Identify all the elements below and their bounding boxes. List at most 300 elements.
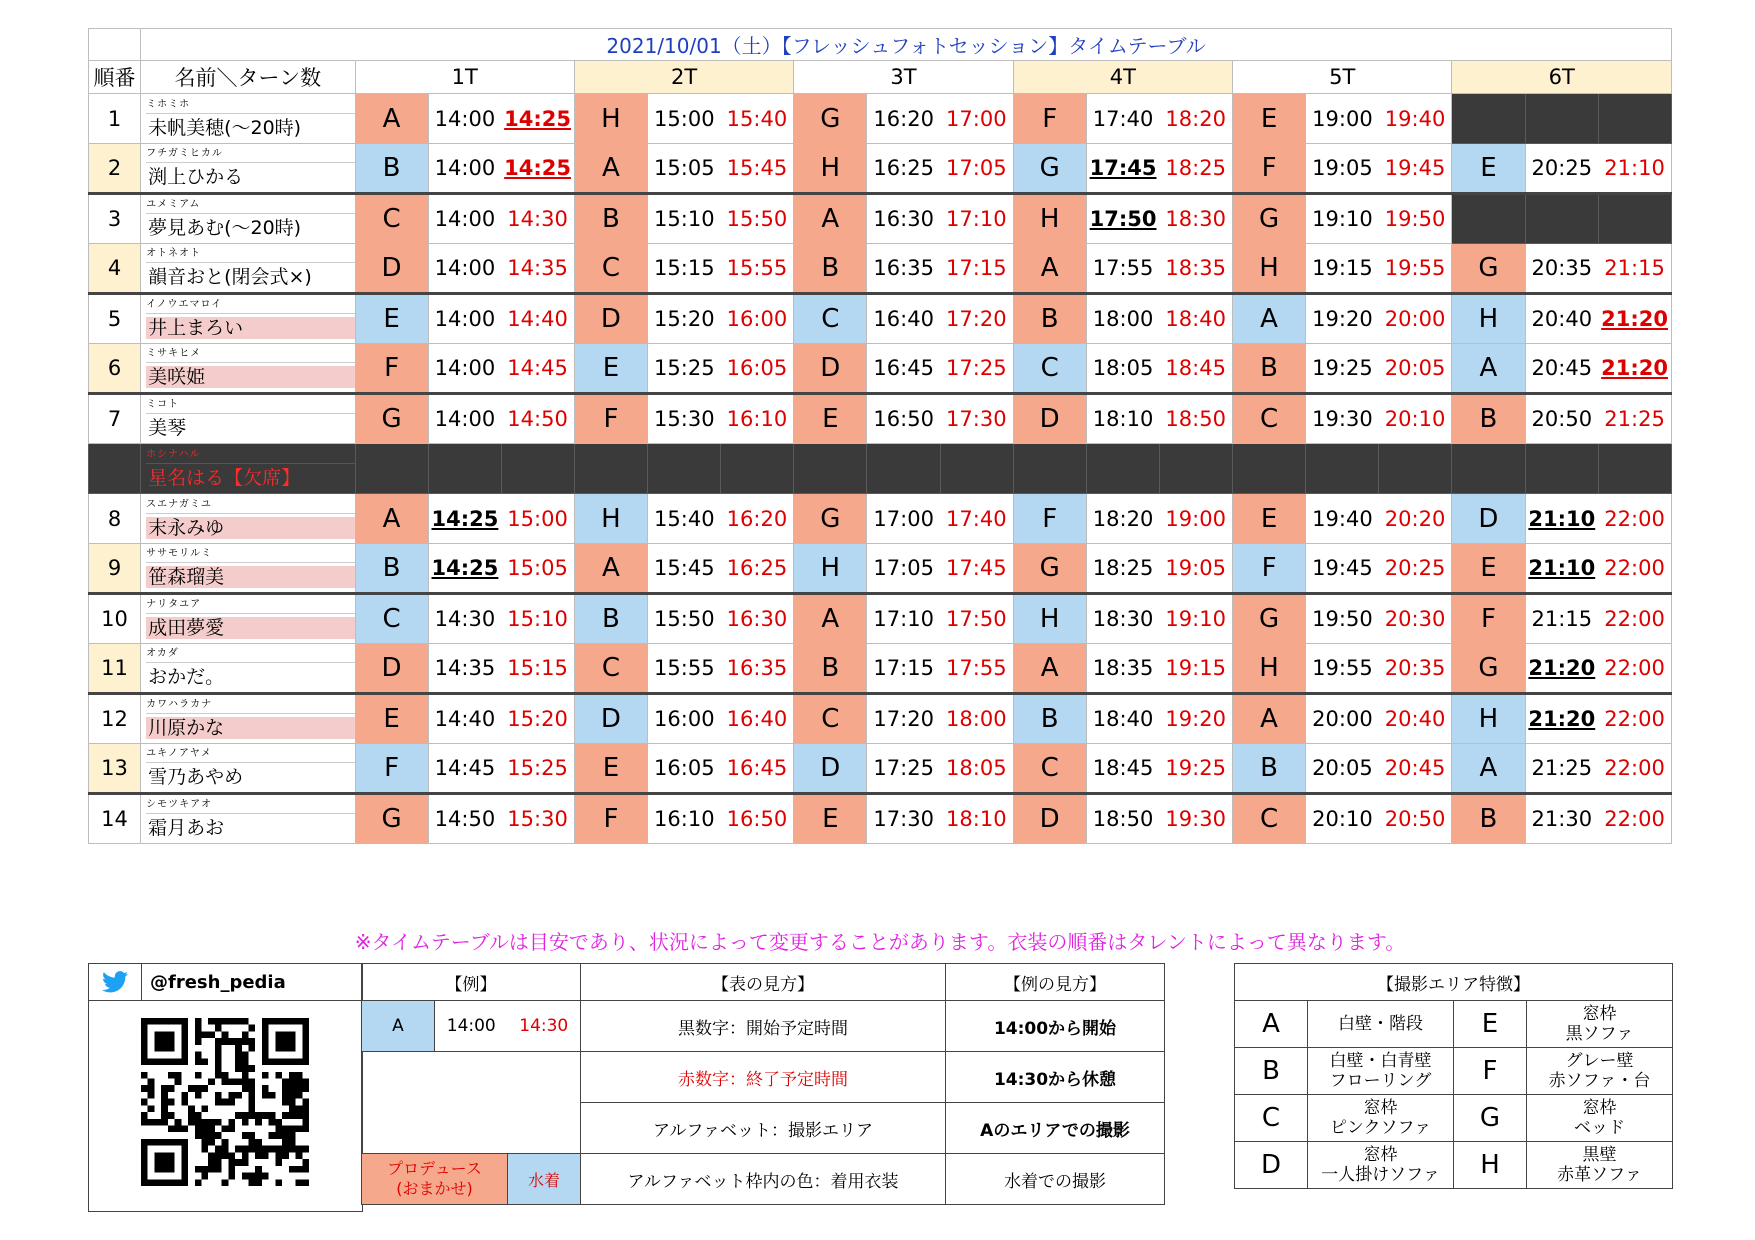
start-time: 19:25 [1306, 344, 1379, 394]
area-letter: A [1452, 344, 1525, 394]
end-time: 21:10 [1598, 144, 1671, 194]
area-letter: F [574, 394, 647, 444]
start-time: 15:15 [648, 244, 721, 294]
blocked-cell [1452, 94, 1525, 144]
area-letter: G [355, 794, 428, 844]
legend-swimsuit-swatch: 水着 [508, 1154, 581, 1205]
area-letter: D [1235, 1142, 1308, 1189]
end-time: 19:50 [1379, 194, 1452, 244]
end-time: 15:45 [721, 144, 794, 194]
area-letter: A [1233, 694, 1306, 744]
area-description-line2: 赤革ソファ [1557, 1165, 1642, 1185]
end-time: 17:05 [940, 144, 1013, 194]
start-time: 20:00 [1306, 694, 1379, 744]
performer-row [89, 244, 1672, 294]
end-time: 17:55 [940, 644, 1013, 694]
turn-header-4: 4T [1013, 61, 1232, 94]
end-time: 22:00 [1598, 644, 1671, 694]
area-letter: G [1452, 244, 1525, 294]
end-time: 19:20 [1159, 694, 1232, 744]
end-time: 14:25 [501, 144, 574, 194]
area-letter: F [355, 344, 428, 394]
area-letter: B [355, 144, 428, 194]
end-time: 20:05 [1379, 344, 1452, 394]
area-letter: A [574, 544, 647, 594]
performer-name-cell [141, 144, 355, 194]
end-time: 22:00 [1598, 694, 1671, 744]
start-time: 21:10 [1525, 544, 1598, 594]
area-description-line1: 白壁・階段 [1338, 1014, 1423, 1034]
start-time: 14:25 [428, 544, 501, 594]
end-time: 16:05 [721, 344, 794, 394]
start-time: 19:45 [1306, 544, 1379, 594]
area-description [1308, 1142, 1454, 1189]
area-letter: F [1013, 494, 1086, 544]
absent-cell [648, 444, 721, 494]
area-letter: D [1452, 494, 1525, 544]
area-letter: H [1454, 1142, 1527, 1189]
performer-name: 川原かな [146, 717, 354, 739]
legend-howto-color: アルファベット枠内の色：着用衣装 [581, 1154, 946, 1205]
order-number: 2 [89, 144, 141, 194]
end-time: 18:25 [1159, 144, 1232, 194]
area-letter: C [1233, 394, 1306, 444]
start-time: 19:40 [1306, 494, 1379, 544]
area-letter: A [355, 494, 428, 544]
start-time: 21:25 [1525, 744, 1598, 794]
area-letter: H [794, 144, 867, 194]
area-letter: G [794, 494, 867, 544]
performer-row [89, 794, 1672, 844]
area-letter: G [1013, 544, 1086, 594]
start-time: 17:30 [867, 794, 940, 844]
end-time: 19:10 [1159, 594, 1232, 644]
performer-name: 未帆美穂(～20時) [148, 116, 302, 139]
area-letter: D [1013, 794, 1086, 844]
area-letter: D [574, 294, 647, 344]
performer-row [89, 394, 1672, 444]
areas-header: 【撮影エリア特徴】 [1235, 964, 1673, 1001]
order-number: 3 [89, 194, 141, 244]
area-letter: A [1013, 644, 1086, 694]
blocked-cell [1525, 194, 1598, 244]
end-time: 21:15 [1598, 244, 1671, 294]
performer-row [89, 594, 1672, 644]
start-time: 18:20 [1086, 494, 1159, 544]
area-letter: F [1233, 144, 1306, 194]
start-time: 18:05 [1086, 344, 1159, 394]
start-time: 14:00 [428, 94, 501, 144]
end-time: 16:10 [721, 394, 794, 444]
end-time: 15:25 [501, 744, 574, 794]
start-time: 17:50 [1086, 194, 1159, 244]
start-time: 16:45 [867, 344, 940, 394]
end-time: 19:25 [1159, 744, 1232, 794]
end-time: 19:00 [1159, 494, 1232, 544]
area-letter: E [1452, 544, 1525, 594]
area-letter: G [1452, 644, 1525, 694]
end-time: 18:50 [1159, 394, 1232, 444]
area-letter: H [1233, 644, 1306, 694]
twitter-header [89, 964, 362, 1001]
performer-name: 霜月あお [148, 817, 225, 839]
area-letter: A [794, 194, 867, 244]
area-letter: A [1235, 1001, 1308, 1048]
end-time: 17:15 [940, 244, 1013, 294]
area-letter: A [794, 594, 867, 644]
start-time: 14:50 [428, 794, 501, 844]
area-letter: D [355, 644, 428, 694]
absent-row [89, 444, 1672, 494]
performer-name: 星名はる【欠席】 [148, 466, 301, 489]
start-time: 15:30 [648, 394, 721, 444]
performer-name-cell [141, 694, 355, 744]
performer-name: 韻音おと(閉会式×) [148, 266, 312, 288]
area-letter: C [1233, 794, 1306, 844]
area-letter: A [1013, 244, 1086, 294]
performer-kana: フチガミヒカル [146, 148, 354, 163]
end-time: 18:40 [1159, 294, 1232, 344]
start-time: 14:00 [428, 294, 501, 344]
area-letter: E [1452, 144, 1525, 194]
end-time: 19:05 [1159, 544, 1232, 594]
absent-cell [1306, 444, 1379, 494]
area-description [1308, 1001, 1454, 1048]
absent-cell [428, 444, 501, 494]
area-letter: F [1454, 1048, 1527, 1095]
end-time: 22:00 [1598, 594, 1671, 644]
start-time: 20:05 [1306, 744, 1379, 794]
end-time: 16:25 [721, 544, 794, 594]
performer-name-cell [141, 394, 355, 444]
twitter-handle[interactable]: @fresh_pedia [150, 971, 286, 993]
area-letter: E [794, 394, 867, 444]
area-letter: A [1452, 744, 1525, 794]
order-number: 12 [89, 694, 141, 744]
area-letter: H [1013, 594, 1086, 644]
absent-cell [574, 444, 647, 494]
legend-howto-end: 赤数字：終了予定時間 [581, 1052, 946, 1103]
area-letter: H [574, 94, 647, 144]
start-time: 18:10 [1086, 394, 1159, 444]
end-time: 16:20 [721, 494, 794, 544]
area-letter: H [574, 494, 647, 544]
end-time: 20:20 [1379, 494, 1452, 544]
start-time: 15:10 [648, 194, 721, 244]
start-time: 15:40 [648, 494, 721, 544]
area-letter: B [1013, 694, 1086, 744]
end-time: 17:50 [940, 594, 1013, 644]
start-time: 20:50 [1525, 394, 1598, 444]
area-letter: H [1452, 694, 1525, 744]
legend-example-howto-header: 【例の見方】 [946, 964, 1165, 1001]
area-description-line1: 窓枠 [1582, 1098, 1617, 1118]
performer-name: 雪乃あやめ [148, 766, 244, 788]
area-description-line2: 一人掛けソファ [1321, 1165, 1440, 1185]
end-time: 22:00 [1598, 794, 1671, 844]
performer-name-cell [141, 294, 355, 344]
end-time: 18:00 [940, 694, 1013, 744]
end-time: 20:10 [1379, 394, 1452, 444]
area-letter: E [574, 744, 647, 794]
absent-cell [794, 444, 867, 494]
qr-code[interactable] [141, 1018, 309, 1186]
start-time: 14:30 [428, 594, 501, 644]
area-letter: E [1454, 1001, 1527, 1048]
absent-cell [721, 444, 794, 494]
legend-example-header: 【例】 [362, 964, 581, 1001]
end-time: 22:00 [1598, 744, 1671, 794]
start-time: 17:00 [867, 494, 940, 544]
area-description [1527, 1001, 1673, 1048]
area-description-line1: 窓枠 [1582, 1004, 1617, 1024]
header-row [89, 61, 1672, 94]
performer-kana: オカダ [146, 648, 354, 663]
start-time: 17:25 [867, 744, 940, 794]
area-row [1235, 1001, 1673, 1048]
performer-kana: イノウエマロイ [146, 299, 354, 314]
absent-cell [1233, 444, 1306, 494]
end-time: 20:00 [1379, 294, 1452, 344]
performer-kana: ユメミアム [146, 199, 354, 214]
start-time: 18:50 [1086, 794, 1159, 844]
start-time: 20:45 [1525, 344, 1598, 394]
end-time: 18:20 [1159, 94, 1232, 144]
end-time: 20:50 [1379, 794, 1452, 844]
end-time: 17:20 [940, 294, 1013, 344]
end-time: 17:30 [940, 394, 1013, 444]
turn-header-3: 3T [794, 61, 1013, 94]
performer-row [89, 644, 1672, 694]
start-time: 14:35 [428, 644, 501, 694]
area-letter: H [1233, 244, 1306, 294]
performer-row [89, 744, 1672, 794]
disclaimer-note: ※タイムテーブルは目安であり、状況によって変更することがあります。衣装の順番はタレントによって異なります。 [354, 930, 1406, 954]
start-time: 16:20 [867, 94, 940, 144]
area-letter: A [574, 144, 647, 194]
performer-row [89, 294, 1672, 344]
start-time: 17:20 [867, 694, 940, 744]
performer-name-cell [141, 444, 355, 494]
area-letter: C [355, 594, 428, 644]
order-number: 5 [89, 294, 141, 344]
performer-name: 末永みゆ [146, 517, 354, 539]
order-number [89, 444, 141, 494]
legend-produce-label: プロデュース [387, 1159, 482, 1178]
start-time: 16:50 [867, 394, 940, 444]
start-time: 16:30 [867, 194, 940, 244]
order-header: 順番 [89, 61, 141, 94]
end-time: 14:50 [501, 394, 574, 444]
end-time: 18:45 [1159, 344, 1232, 394]
area-description-line1: 黒壁 [1582, 1145, 1617, 1165]
start-time: 21:30 [1525, 794, 1598, 844]
start-time: 19:55 [1306, 644, 1379, 694]
end-time: 15:20 [501, 694, 574, 744]
start-time: 17:40 [1086, 94, 1159, 144]
area-letter: C [794, 694, 867, 744]
end-time: 21:20 [1598, 344, 1671, 394]
start-time: 17:15 [867, 644, 940, 694]
area-letter: C [1013, 344, 1086, 394]
start-time: 21:20 [1525, 694, 1598, 744]
performer-kana: カワハラカナ [146, 699, 354, 714]
start-time: 18:40 [1086, 694, 1159, 744]
area-letter: C [794, 294, 867, 344]
start-time: 20:40 [1525, 294, 1598, 344]
start-time: 15:50 [648, 594, 721, 644]
start-time: 17:10 [867, 594, 940, 644]
blocked-cell [1598, 194, 1671, 244]
end-time: 14:40 [501, 294, 574, 344]
legend-example-area: A [362, 1001, 435, 1052]
timetable-sheet [88, 28, 1672, 844]
start-time: 14:25 [428, 494, 501, 544]
performer-kana: ミコト [146, 399, 354, 414]
area-letter: C [355, 194, 428, 244]
start-time: 19:20 [1306, 294, 1379, 344]
area-letter: E [355, 294, 428, 344]
area-letter: B [1233, 744, 1306, 794]
end-time: 16:45 [721, 744, 794, 794]
start-time: 16:10 [648, 794, 721, 844]
area-description-line1: 白壁・白青壁 [1329, 1051, 1432, 1071]
area-letter: E [794, 794, 867, 844]
end-time: 16:30 [721, 594, 794, 644]
corner-cell [89, 29, 141, 61]
start-time: 19:15 [1306, 244, 1379, 294]
twitter-box [88, 963, 363, 1212]
performer-kana: スエナガミユ [146, 499, 354, 514]
start-time: 14:00 [428, 394, 501, 444]
area-letter: A [1233, 294, 1306, 344]
order-number: 9 [89, 544, 141, 594]
legend-example-start: 14:00 [435, 1001, 508, 1052]
area-description-line1: 窓枠 [1363, 1145, 1398, 1165]
start-time: 16:35 [867, 244, 940, 294]
end-time: 15:10 [501, 594, 574, 644]
start-time: 15:05 [648, 144, 721, 194]
performer-name-cell [141, 244, 355, 294]
area-letter: G [355, 394, 428, 444]
legend-howto-area: アルファベット：撮影エリア [581, 1103, 946, 1154]
end-time: 20:30 [1379, 594, 1452, 644]
absent-cell [1086, 444, 1159, 494]
timetable [88, 28, 1672, 844]
absent-cell [1452, 444, 1525, 494]
performer-row [89, 94, 1672, 144]
area-letter: F [574, 794, 647, 844]
area-letter: H [794, 544, 867, 594]
legend-example-area-text: Aのエリアでの撮影 [946, 1103, 1165, 1154]
start-time: 15:20 [648, 294, 721, 344]
order-number: 11 [89, 644, 141, 694]
start-time: 14:00 [428, 194, 501, 244]
area-description-line1: グレー壁 [1565, 1051, 1634, 1071]
order-number: 6 [89, 344, 141, 394]
area-row [1235, 1142, 1673, 1189]
area-letter: E [1233, 94, 1306, 144]
end-time: 15:30 [501, 794, 574, 844]
start-time: 19:05 [1306, 144, 1379, 194]
start-time: 16:05 [648, 744, 721, 794]
area-letter: D [355, 244, 428, 294]
performer-name-cell [141, 544, 355, 594]
blocked-cell [1525, 94, 1598, 144]
area-letter: B [355, 544, 428, 594]
area-letter: A [355, 94, 428, 144]
area-description [1527, 1142, 1673, 1189]
performer-name: おかだ。 [148, 666, 225, 688]
performer-name: 美咲姫 [146, 366, 354, 388]
order-number: 10 [89, 594, 141, 644]
performer-name: 笹森瑠美 [146, 566, 354, 588]
performer-name-cell [141, 744, 355, 794]
start-time: 18:00 [1086, 294, 1159, 344]
start-time: 15:45 [648, 544, 721, 594]
end-time: 16:00 [721, 294, 794, 344]
legend-example-start-text: 14:00から開始 [946, 1001, 1165, 1052]
performer-kana: ホシナハル [146, 449, 354, 464]
area-letter: B [574, 194, 647, 244]
start-time: 19:10 [1306, 194, 1379, 244]
start-time: 16:00 [648, 694, 721, 744]
absent-cell [501, 444, 574, 494]
start-time: 14:45 [428, 744, 501, 794]
absent-cell [1598, 444, 1671, 494]
area-description [1527, 1095, 1673, 1142]
area-letter: F [355, 744, 428, 794]
start-time: 15:00 [648, 94, 721, 144]
order-number: 1 [89, 94, 141, 144]
performer-name-cell [141, 794, 355, 844]
start-time: 14:00 [428, 144, 501, 194]
end-time: 17:45 [940, 544, 1013, 594]
area-letter: B [794, 244, 867, 294]
area-letter: F [1233, 544, 1306, 594]
end-time: 20:35 [1379, 644, 1452, 694]
performer-name-cell [141, 194, 355, 244]
end-time: 21:25 [1598, 394, 1671, 444]
end-time: 20:40 [1379, 694, 1452, 744]
start-time: 15:55 [648, 644, 721, 694]
area-letter: F [1452, 594, 1525, 644]
area-letter: D [794, 344, 867, 394]
area-description-line2: 赤ソファ・台 [1548, 1071, 1651, 1091]
performer-kana: ミホミホ [146, 99, 354, 114]
performer-name-cell [141, 344, 355, 394]
area-description [1308, 1048, 1454, 1095]
legend-produce-sub: (おまかせ) [396, 1179, 473, 1198]
area-letter: E [1233, 494, 1306, 544]
area-letter: G [1013, 144, 1086, 194]
end-time: 19:45 [1379, 144, 1452, 194]
area-description-line2: ベッド [1574, 1118, 1625, 1138]
start-time: 21:15 [1525, 594, 1598, 644]
area-description-line2: ピンクソファ [1329, 1118, 1432, 1138]
start-time: 18:25 [1086, 544, 1159, 594]
blocked-cell [1598, 94, 1671, 144]
performer-name-cell [141, 494, 355, 544]
end-time: 17:40 [940, 494, 1013, 544]
performer-name: 井上まろい [146, 317, 354, 339]
performer-name-cell [141, 594, 355, 644]
start-time: 17:55 [1086, 244, 1159, 294]
end-time: 21:20 [1598, 294, 1671, 344]
area-letter: D [1013, 394, 1086, 444]
end-time: 20:45 [1379, 744, 1452, 794]
legend-howto-start: 黒数字：開始予定時間 [581, 1001, 946, 1052]
